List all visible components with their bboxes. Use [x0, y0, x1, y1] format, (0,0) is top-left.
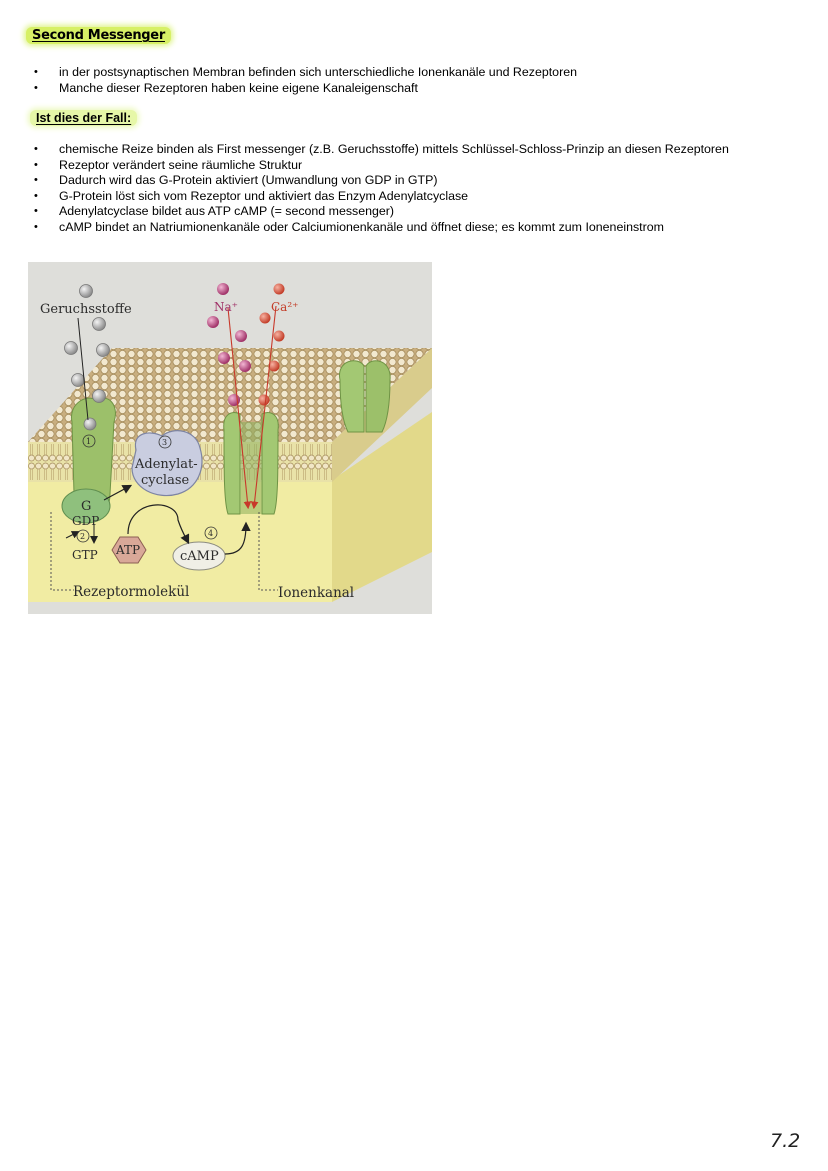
- sodium-ion: [217, 283, 229, 295]
- receptor-molecule-label: Rezeptormolekül: [73, 584, 190, 600]
- step-1-label: 1: [86, 437, 92, 446]
- camp-label: cAMP: [180, 549, 219, 564]
- atp-label: ATP: [116, 543, 141, 557]
- ion-channel-label: Ionenkanal: [278, 585, 355, 601]
- odorant-molecule: [72, 374, 85, 387]
- ion-channel-left: [224, 413, 240, 514]
- odorant-molecule: [93, 318, 106, 331]
- calcium-ion: [274, 284, 285, 295]
- adenylate-label-line2: cyclase: [141, 473, 190, 488]
- odorant-molecule: [80, 285, 93, 298]
- gtp-label: GTP: [72, 548, 98, 562]
- odorant-molecule: [93, 390, 106, 403]
- list-item: • chemische Reize binden als First messenger (z.B. Geruchsstoffe) mittels Schlüssel-Schloss-Prinzip an diesen Rezeptoren: [34, 142, 729, 158]
- step-2-label: 2: [80, 532, 86, 541]
- calcium-ion: [260, 313, 271, 324]
- list-item: • Manche dieser Rezeptoren haben keine eigene Kanaleigenschaft: [34, 81, 577, 97]
- sodium-label: Na⁺: [214, 300, 238, 314]
- sodium-ion: [239, 360, 251, 372]
- calcium-ion: [274, 331, 285, 342]
- g-protein-label: G: [81, 499, 92, 514]
- section-heading: Ist dies der Fall:: [30, 110, 137, 126]
- list-item: • Dadurch wird das G-Protein aktiviert (Umwandlung von GDP in GTP): [34, 173, 729, 189]
- odorant-molecule: [65, 342, 78, 355]
- sodium-ion: [218, 352, 230, 364]
- calcium-label: Ca²⁺: [271, 300, 299, 314]
- step-4-label: 4: [208, 529, 214, 538]
- second-messenger-figure: [28, 262, 432, 614]
- sodium-ion: [207, 316, 219, 328]
- sodium-ion: [235, 330, 247, 342]
- list-item: • G-Protein löst sich vom Rezeptor und aktiviert das Enzym Adenylatcyclase: [34, 189, 729, 205]
- list-item: • cAMP bindet an Natriumionenkanäle oder Calciumionenkanäle und öffnet diese; es kommt zum Ioneneinstrom: [34, 220, 729, 236]
- calcium-ion: [259, 395, 270, 406]
- intro-list: [34, 65, 577, 96]
- gdp-label: GDP: [72, 514, 100, 528]
- odorants-label: Geruchsstoffe: [40, 302, 132, 317]
- list-item: • in der postsynaptischen Membran befinden sich unterschiedliche Ionenkanäle und Rezeptoren: [34, 65, 577, 81]
- adenylate-label-line1: Adenylat-: [135, 457, 198, 472]
- list-item: • Rezeptor verändert seine räumliche Struktur: [34, 158, 729, 174]
- step-3-label: 3: [162, 438, 168, 447]
- steps-list: [34, 142, 729, 235]
- list-item: • Adenylatcyclase bildet aus ATP cAMP (= second messenger): [34, 204, 729, 220]
- page-title: Second Messenger: [26, 27, 171, 44]
- ion-channel-right: [262, 413, 278, 514]
- page-number: 7.2: [770, 1130, 801, 1152]
- odorant-molecule: [97, 344, 110, 357]
- odorant-bound: [84, 418, 96, 430]
- membrane-diagram: [28, 262, 432, 614]
